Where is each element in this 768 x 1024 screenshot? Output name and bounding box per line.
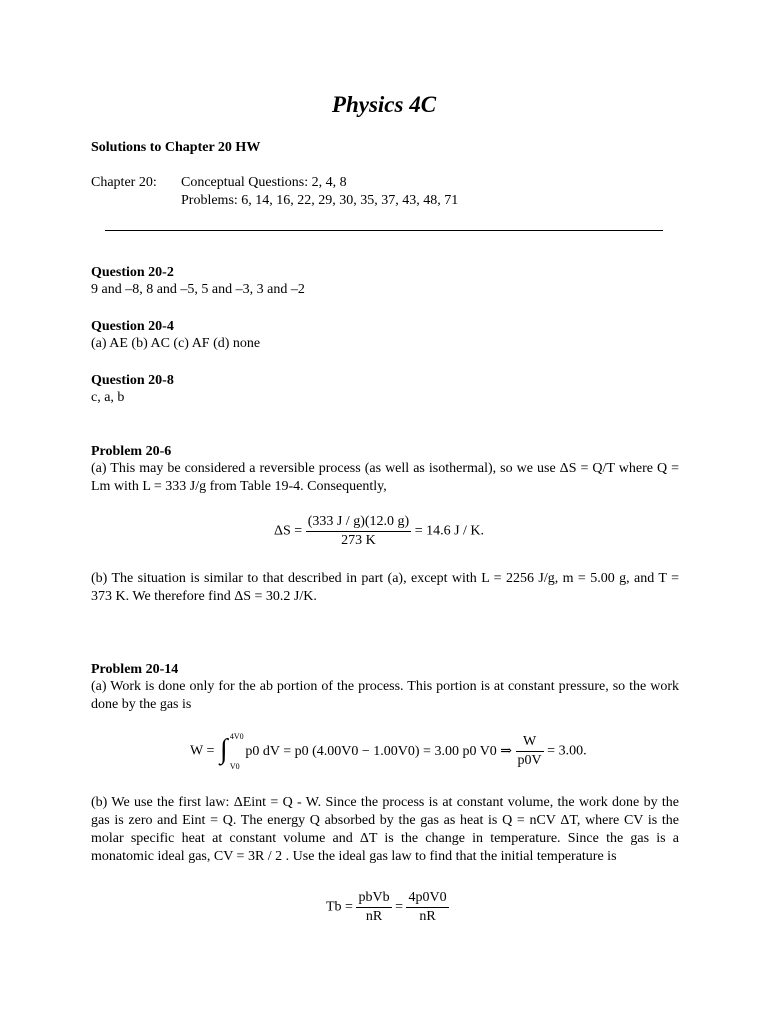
- q8-answer: c, a, b: [91, 390, 125, 405]
- p14-eq2-den2: nR: [419, 909, 436, 924]
- p6-eq-numerator: (333 J / g)(12.0 g): [306, 513, 412, 532]
- integral-upper-limit: 4V0: [229, 731, 244, 741]
- p14-eq2-lhs: Tb =: [326, 899, 353, 915]
- conceptual-questions: Conceptual Questions: 2, 4, 8: [181, 175, 347, 190]
- p14-temperature-equation: [326, 889, 449, 926]
- p14-eq2-den1: nR: [365, 909, 383, 924]
- p6-eq-fraction: [306, 513, 412, 550]
- p14-part-b-text: (b) We use the first law: ΔEint = Q - W. Since the process is at constant volume, the work done by the gas is zero and Eint = Q. The energy Q absorbed by the gas as heat is Q = nCV ΔT, where CV is the molar specific heat at constant volume and ΔT is the change in temperature. Since the gas is a monatomic ideal gas, CV = 3R / 2 . Use the ideal gas law to find that the initial temperature is: [91, 795, 679, 864]
- p14-eq2-fraction-1: [356, 889, 391, 926]
- p14-eq-frac-den: p0V: [517, 753, 542, 768]
- integral-lower-limit: V0: [229, 761, 240, 771]
- p14-eq-frac-num: W: [516, 733, 544, 752]
- p14-eq2-num1: pbVb: [356, 889, 391, 908]
- p6-part-b-text: (b) The situation is similar to that described in part (a), except with L = 2256 J/g, m = 5.00 g, and T = 373 K. We therefore find ΔS = 30.2 J/K.: [91, 571, 679, 604]
- p14-heading: Problem 20-14: [91, 662, 179, 677]
- chapter-label: Chapter 20:: [91, 175, 157, 190]
- equals-sign: =: [395, 899, 403, 915]
- q2-answer: 9 and –8, 8 and –5, 5 and –3, 3 and –2: [91, 282, 305, 297]
- p14-work-equation: [190, 733, 587, 773]
- p14-eq-fraction: [516, 733, 544, 770]
- p6-equation: [274, 513, 484, 550]
- problems-list: Problems: 6, 14, 16, 22, 29, 30, 35, 37, 43, 48, 71: [181, 193, 459, 208]
- q8-heading: Question 20-8: [91, 373, 174, 388]
- p14-eq2-fraction-2: [406, 889, 448, 926]
- p14-eq2-num2: 4p0V0: [406, 889, 448, 908]
- p6-eq-rhs: = 14.6 J / K.: [414, 523, 485, 539]
- p6-heading: Problem 20-6: [91, 444, 172, 459]
- p6-eq-denominator: 273 K: [341, 533, 376, 548]
- p14-part-a-text: (a) Work is done only for the ab portion of the process. This portion is at constant pressure, so the work done by the gas is: [91, 679, 679, 712]
- document-subtitle: Solutions to Chapter 20 HW: [91, 140, 261, 155]
- p14-eq-end: = 3.00.: [547, 743, 587, 759]
- p6-eq-lhs: ΔS =: [274, 523, 303, 539]
- q4-answer: (a) AE (b) AC (c) AF (d) none: [91, 336, 261, 351]
- q4-heading: Question 20-4: [91, 319, 174, 334]
- integral-sign: ∫ 4V0 V0: [219, 731, 244, 771]
- p14-eq-body: p0 dV = p0 (4.00V0 − 1.00V0) = 3.00 p0 V0 ⇒: [245, 744, 513, 759]
- horizontal-divider: [105, 230, 663, 231]
- p14-eq-w: W =: [190, 743, 215, 759]
- page-title: Physics 4C: [331, 92, 437, 117]
- q2-heading: Question 20-2: [91, 265, 174, 280]
- p6-part-a-text: (a) This may be considered a reversible process (as well as isothermal), so we use ΔS = Q/T where Q = Lm with L = 333 J/g from Table 19-4. Consequently,: [91, 461, 679, 494]
